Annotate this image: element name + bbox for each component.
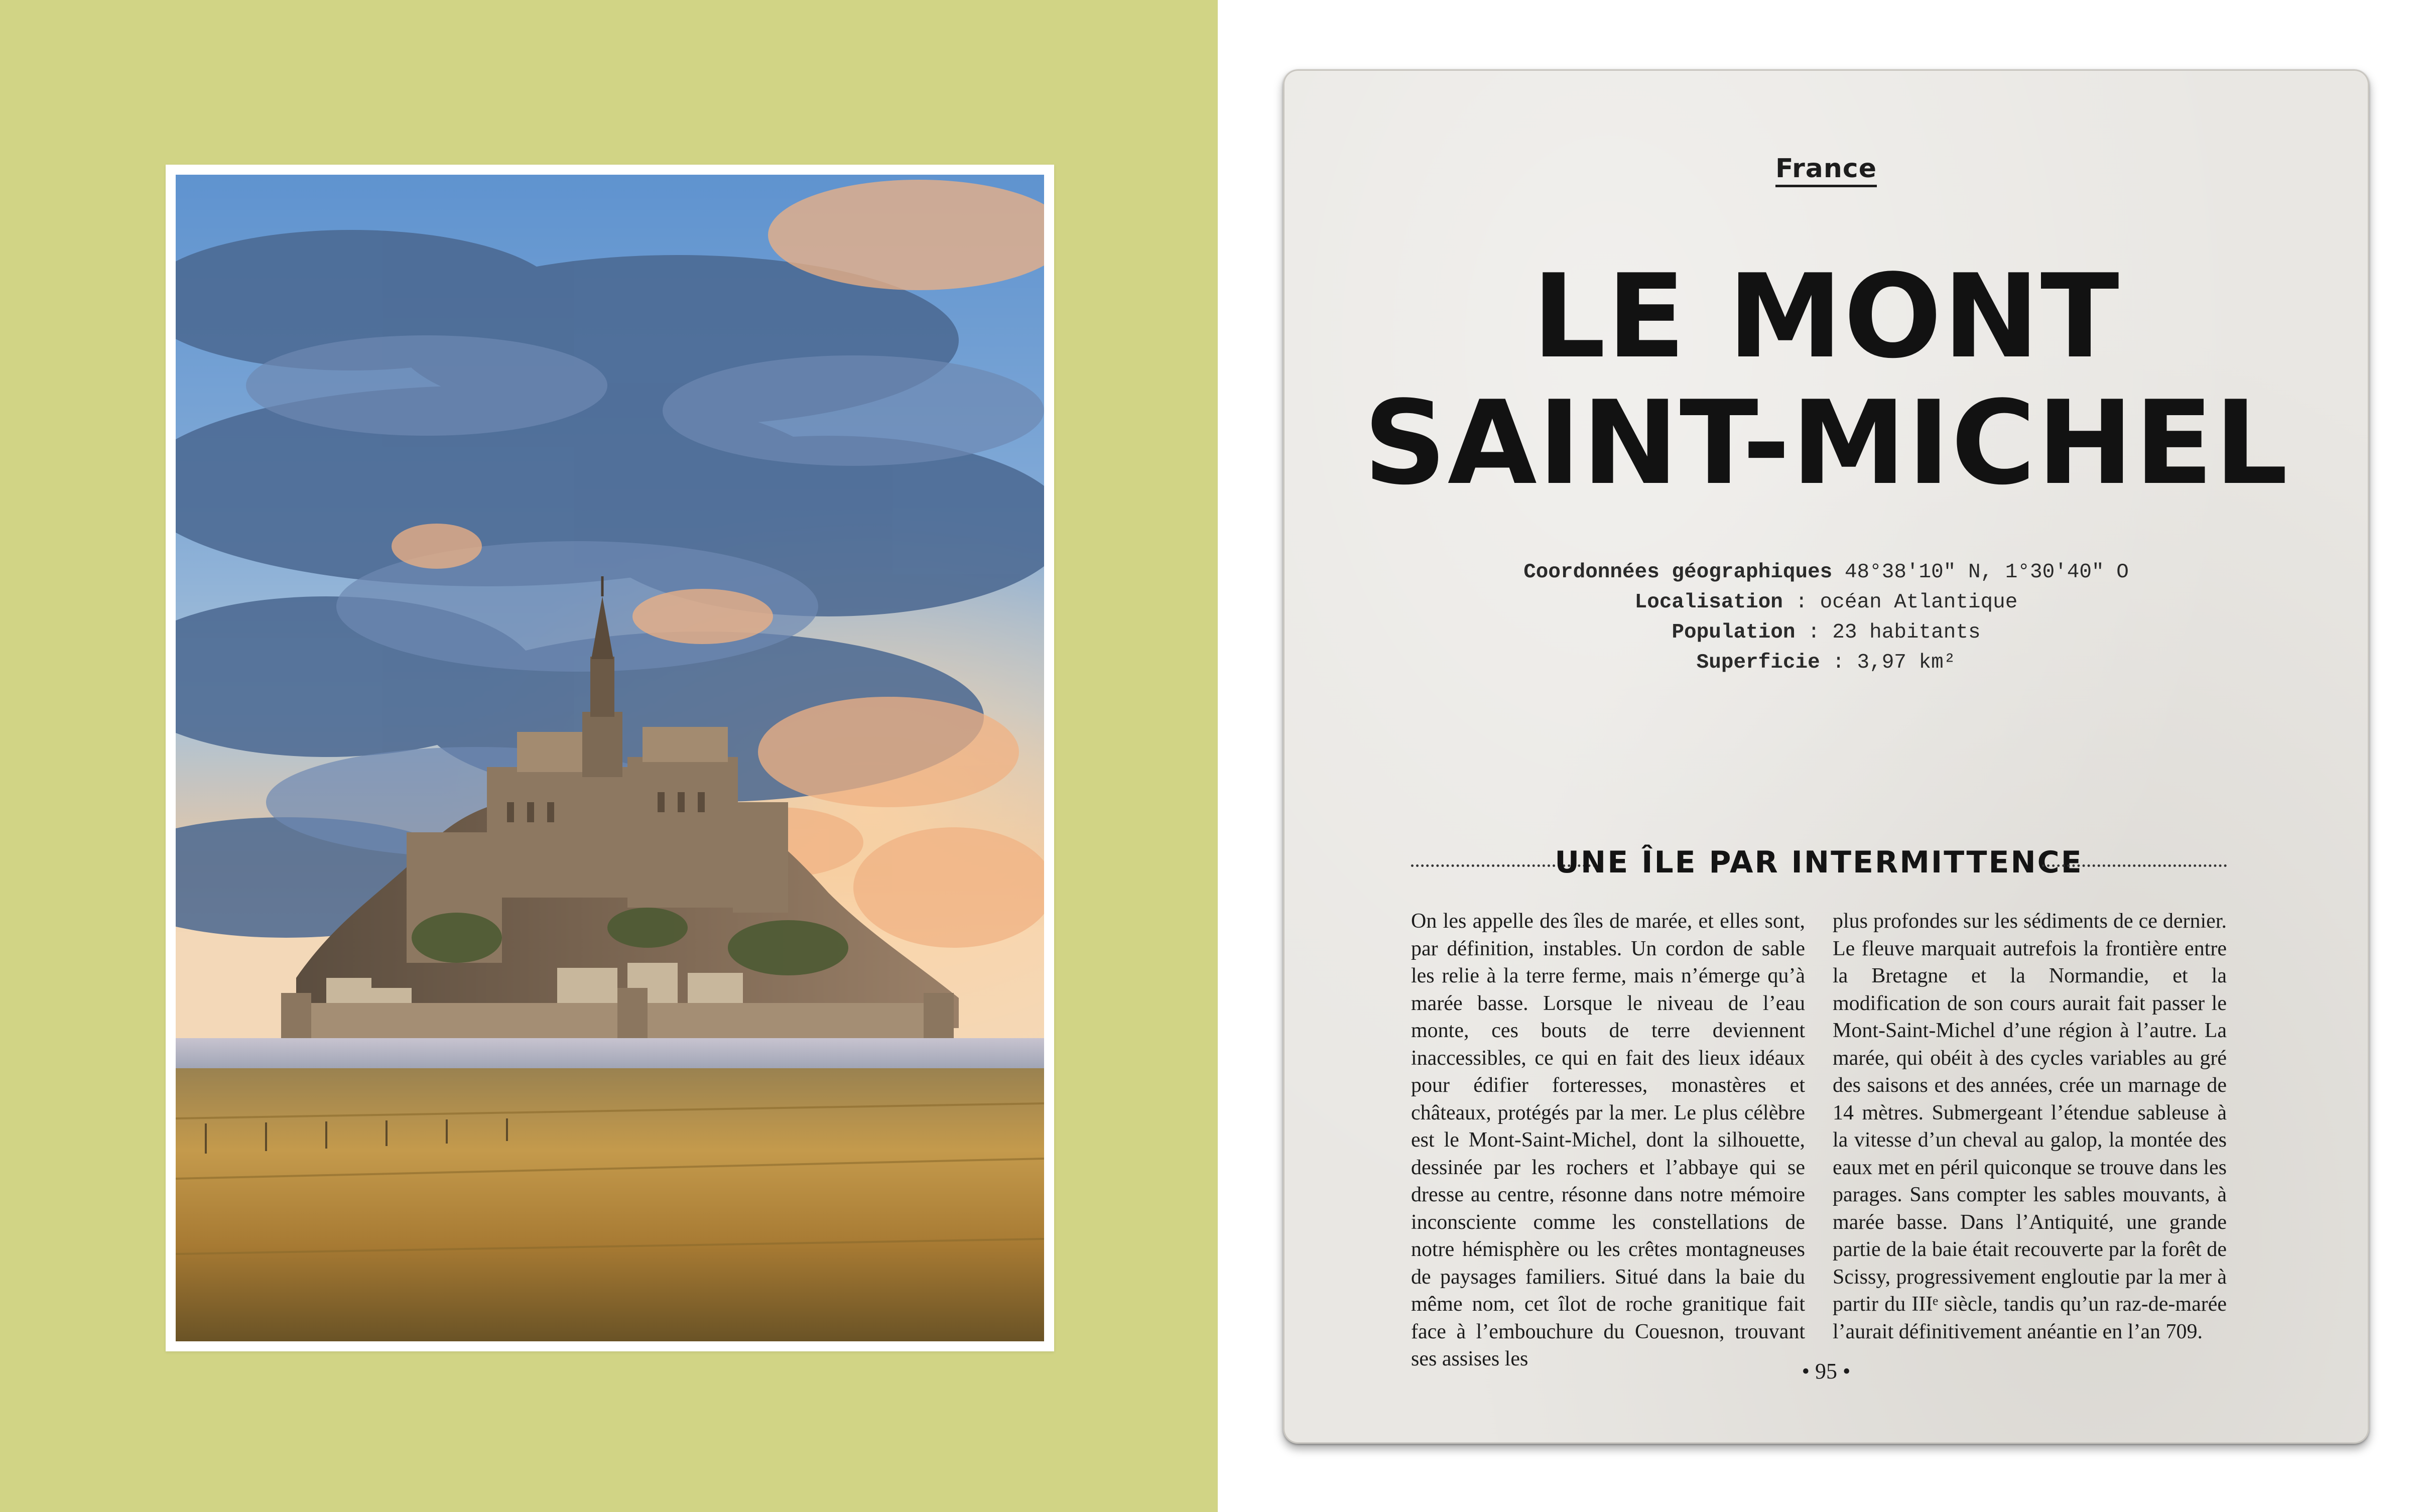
body-text: [1411, 908, 2227, 1370]
fact-location: Localisation : océan Atlantique: [1634, 591, 2018, 614]
section-heading-text: UNE ÎLE PAR INTERMITTENCE: [1555, 845, 2083, 880]
country-label: France: [1283, 154, 2369, 184]
section-heading: [1411, 837, 2227, 888]
mont-saint-michel-photo: [176, 175, 1044, 1341]
photo-frame: [166, 165, 1054, 1351]
vintage-card: [1283, 69, 2369, 1444]
fact-coordinates: Coordonnées géographiques 48°38'10" N, 1°30'40" O: [1523, 561, 2129, 584]
fact-area: Superficie : 3,97 km²: [1696, 651, 1956, 674]
page-title: [1283, 250, 2369, 511]
body-column-right: plus profondes sur les sédiments de ce dernier. Le fleuve marquait autrefois la frontière entre la Bretagne et la Normandie, et la modification de son cours aurait fait passer le Mont-Saint-Michel d’une région à l’autre. La marée, qui obéit à des cycles variables au gré des saisons et des années, crée un marnage de 14 mètres. Submergeant l’étendue sableuse à la vitesse d’un cheval au galop, la montée des eaux met en péril quiconque se trouve dans les parages. Sans compter les sables mouvants, à marée basse. Dans l’Antiquité, une grande partie de la baie était recouverte par la forêt de Scissy, progressivement engloutie par la mer à partir du IIIᵉ siècle, tandis qu’un raz-de-marée l’aurait définitivement anéantie en l’an 709.: [1833, 910, 2227, 1343]
body-column-left: On les appelle des îles de marée, et elles sont, par définition, instables. Un cordon de sable les relie à la terre ferme, mais n’émerge qu’à marée basse. Lorsque le niveau de l’eau monte, ces bouts de terre deviennent inaccessibles, ce qui en fait des lieux idéaux pour édifier forteresses, monastères et châteaux, protégés par la mer. Le plus célèbre est le Mont-Saint-Michel, dont la silhouette, dessinée par les rochers et l’abbaye qui se dresse au centre, résonne dans notre mémoire inconsciente comme les constellations de notre hémisphère ou les crêtes montagneuses de paysages familiers. Situé dans la baie du même nom, cet îlot de roche granitique fait face à l’embouchure du Couesnon, trouvant ses assises les: [1411, 910, 1805, 1370]
facts-block: [1283, 557, 2369, 678]
page-number: • 95 •: [1802, 1359, 1851, 1383]
title-line-1: LE MONT: [1532, 250, 2120, 384]
title-line-2: SAINT-MICHEL: [1363, 376, 2289, 511]
fact-population: Population : 23 habitants: [1672, 621, 1981, 644]
right-page: [1218, 0, 2431, 1512]
dotted-rule-right: [2042, 864, 2227, 867]
